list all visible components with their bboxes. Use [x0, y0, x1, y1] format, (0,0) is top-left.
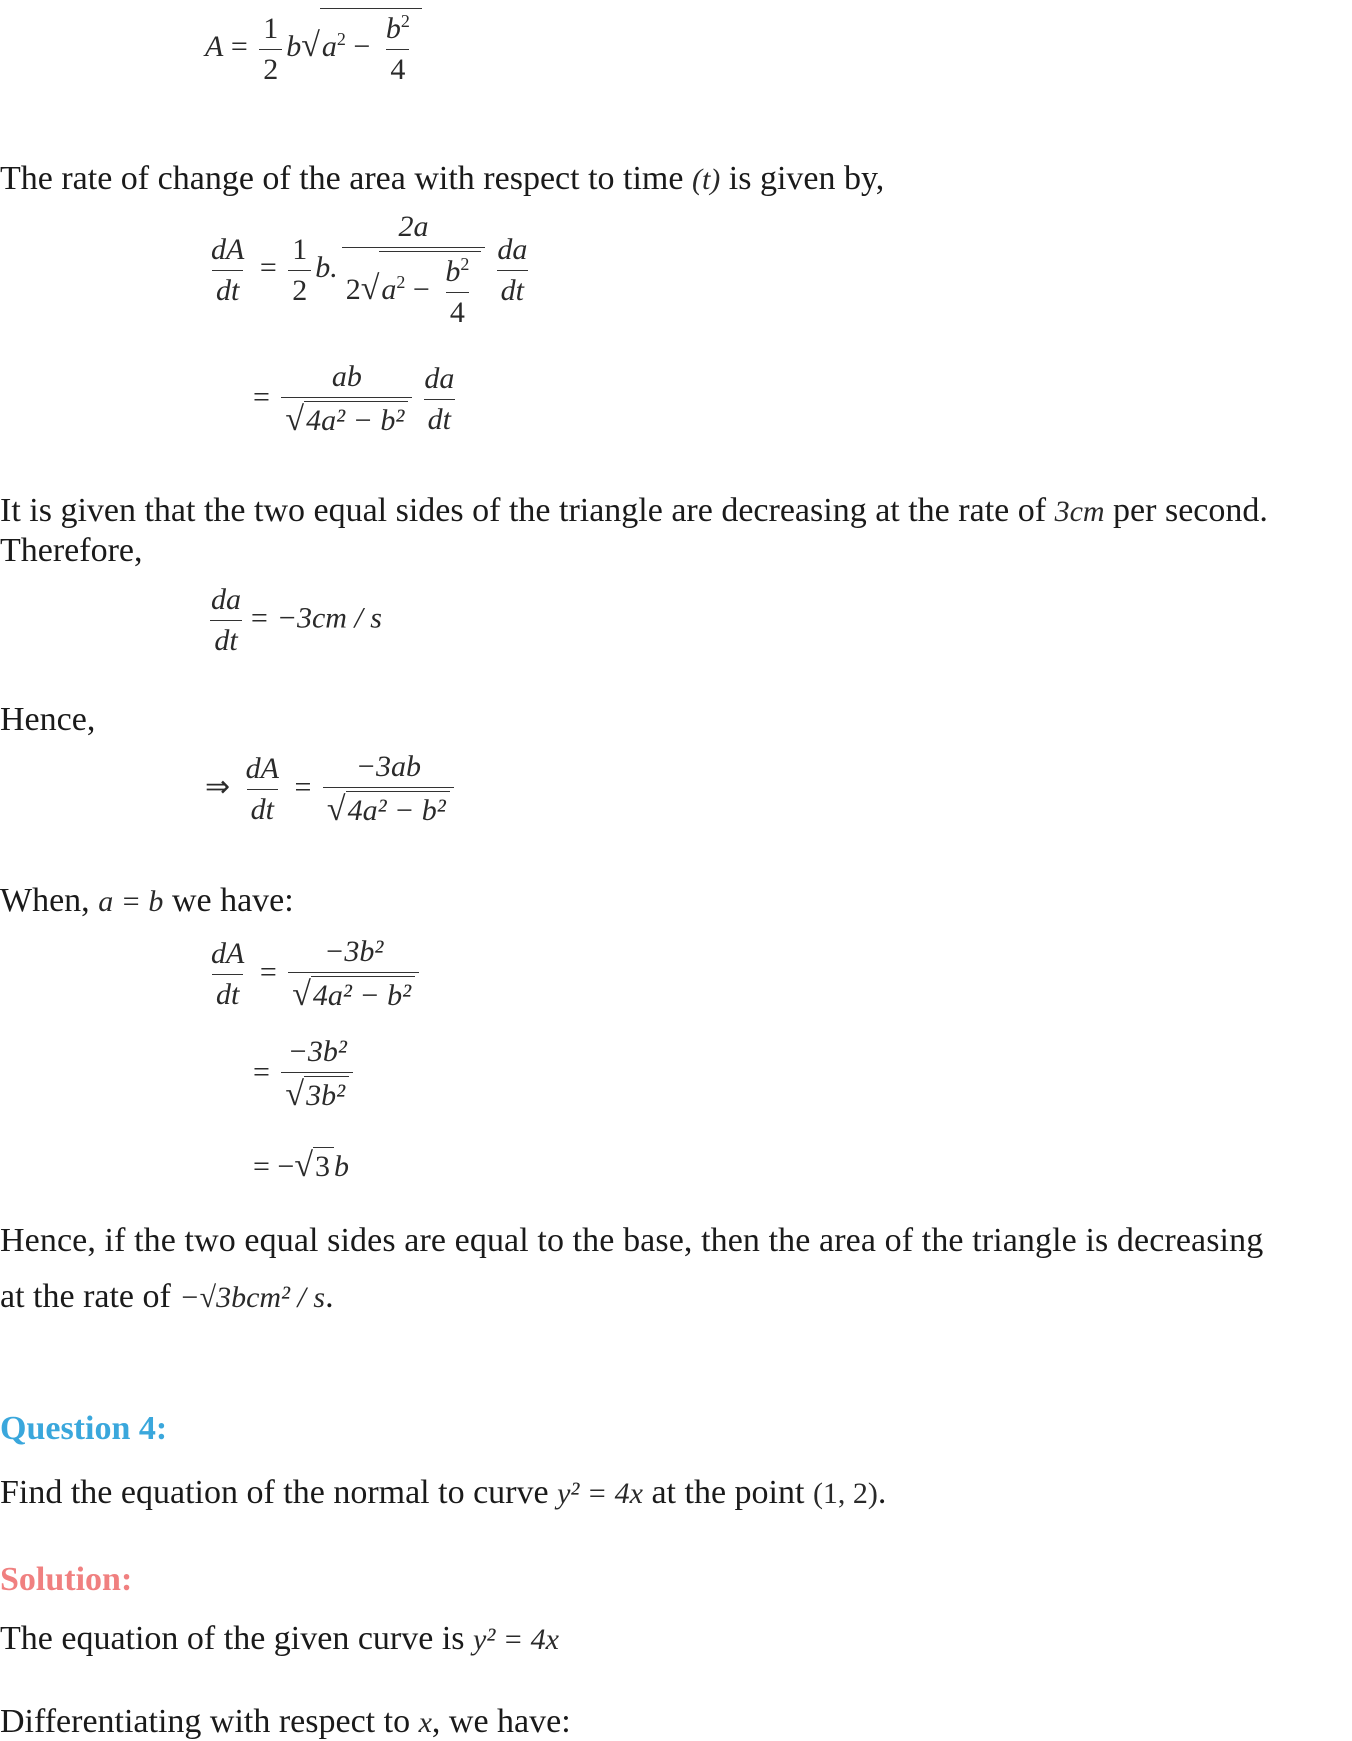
- substituted-equation: $\frac{dA}{dt}$ = $\frac{\text{−3b²}}{\text{√4a² − b²}}$: [203, 935, 423, 1014]
- given-rate-text: It is given that the two equal sides of the triangle are decreasing at the rate of 3cm per second.: [0, 492, 1268, 529]
- radical-sign: √: [301, 26, 320, 64]
- da-dt-equation: $\frac{da}{dt}$ = −3cm / s: [211, 583, 382, 657]
- radicand: $a^2$ − $\frac{b^2}{4}$: [320, 8, 422, 87]
- conclusion-line-2: at the rate of −√3bcm² / s.: [0, 1278, 334, 1315]
- simplified-step: = $\frac{\text{−3b²}}{\text{√3b²}}$: [253, 1035, 357, 1114]
- hence-text: Hence,: [0, 701, 96, 738]
- simplified-derivative: = $\frac{ab}{\text{√4a² − b²}}$ $\frac{da}{dt}$: [253, 360, 455, 438]
- half-fraction: $\frac{1}{2}$: [259, 12, 282, 87]
- area-formula: A = $\frac{1}{2}$ $b√a^2$ − $\frac{b^2}{4}$: [205, 8, 422, 87]
- rate-of-change-text: The rate of change of the area with respect to time (t) is given by,: [0, 160, 885, 197]
- derivative-equation: $\frac{dA}{dt}$ = $\frac{1}{2}$ b. 2a $2√a^2$ − $\frac{b^2}{4}$ $\frac{da}{dt}$: [211, 210, 528, 329]
- da-dt-result: ⇒ $\frac{dA}{dt}$ = $\frac{-3ab}{\text{√4a² − b²}}$: [205, 750, 458, 829]
- solution-heading: Solution:: [0, 1561, 133, 1598]
- conclusion-line-1: Hence, if the two equal sides are equal to the base, then the area of the triangle is decreasing: [0, 1222, 1264, 1259]
- therefore-text: Therefore,: [0, 532, 143, 569]
- equals-sign: =: [230, 29, 248, 63]
- when-a-equals-b-text: When, a = b we have:: [0, 882, 294, 919]
- question-heading: Question 4:: [0, 1410, 168, 1447]
- final-value: = −√3 b: [253, 1147, 350, 1184]
- area-symbol: A: [205, 29, 224, 63]
- question-text: Find the equation of the normal to curve y² = 4x at the point (1, 2).: [0, 1474, 887, 1511]
- differentiating-text: Differentiating with respect to x, we have:: [0, 1703, 571, 1740]
- curve-equation-text: The equation of the given curve is y² = 4x: [0, 1620, 559, 1657]
